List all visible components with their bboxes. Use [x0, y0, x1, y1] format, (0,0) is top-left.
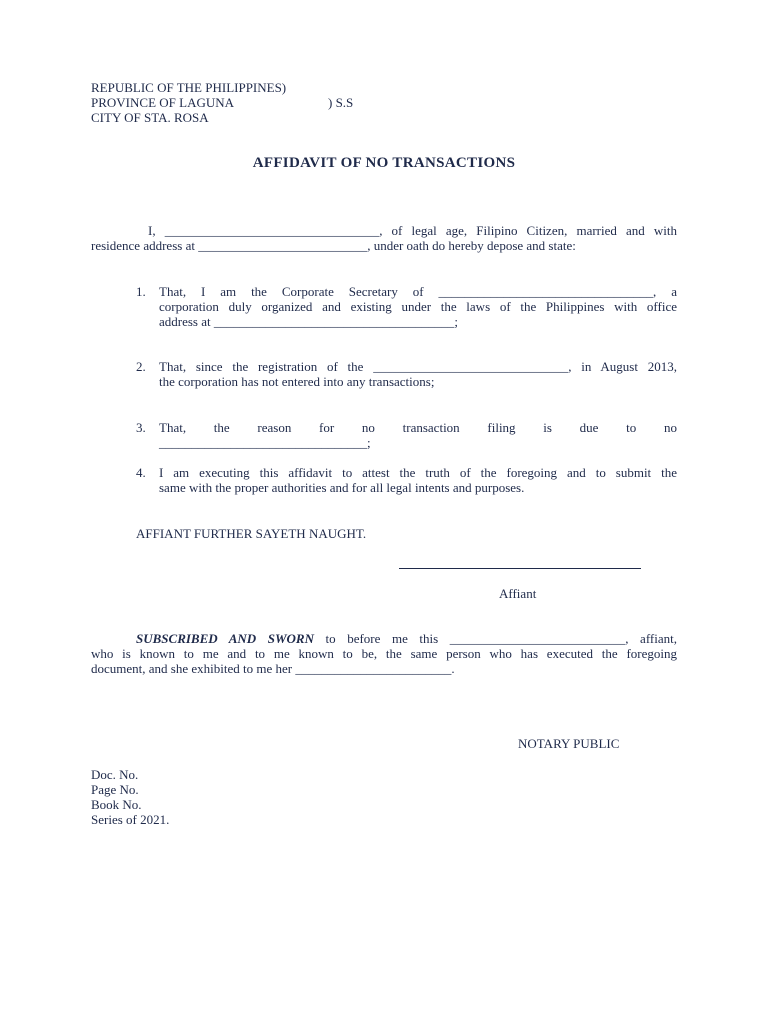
affiant-label: Affiant — [499, 586, 537, 601]
jurat-line-3: document, and she exhibited to me her ________________________. — [91, 661, 455, 676]
item-2-line-2: the corporation has not entered into any transactions; — [159, 374, 435, 389]
venue-line-3: CITY OF STA. ROSA — [91, 110, 209, 125]
item-1-line-2: corporation duly organized and existing under the laws of the Philippines with office — [159, 299, 677, 314]
jurat-line-1 — [136, 631, 677, 647]
jurat-line-2: who is known to me and to me known to be, the same person who has executed the foregoing — [91, 646, 677, 661]
jurat-line-1-rest: to before me this ___________________________, affiant, — [313, 631, 677, 646]
item-2-number: 2. — [136, 359, 146, 374]
document-title: AFFIDAVIT OF NO TRANSACTIONS — [252, 155, 516, 171]
item-1-line-3: address at _____________________________________; — [159, 314, 458, 329]
intro-line-1: I, _________________________________, of legal age, Filipino Citizen, married and with — [148, 223, 677, 238]
item-4-line-2: same with the proper authorities and for all legal intents and purposes. — [159, 480, 525, 495]
jurat-emphasis: SUBSCRIBED AND SWORN — [136, 631, 314, 646]
item-3-line-2: ________________________________; — [159, 435, 371, 450]
item-1-number: 1. — [136, 284, 146, 299]
venue-line-1: REPUBLIC OF THE PHILIPPINES) — [91, 80, 287, 95]
register-doc-no: Doc. No. — [91, 767, 139, 782]
further-sayeth: AFFIANT FURTHER SAYETH NAUGHT. — [136, 526, 367, 541]
item-4-number: 4. — [136, 465, 146, 480]
item-3-line-1: That, the reason for no transaction filing is due to no — [159, 420, 677, 435]
affiant-signature-line — [399, 568, 641, 569]
item-4-line-1: I am executing this affidavit to attest the truth of the foregoing and to submit the — [159, 465, 677, 480]
item-3-number: 3. — [136, 420, 146, 435]
intro-line-2: residence address at __________________________, under oath do hereby depose and state: — [91, 238, 576, 253]
notary-public-label: NOTARY PUBLIC — [518, 736, 620, 751]
venue-line-2-left: PROVINCE OF LAGUNA — [91, 95, 235, 110]
register-book-no: Book No. — [91, 797, 142, 812]
venue-line-2-right: ) S.S — [328, 95, 354, 110]
register-series: Series of 2021. — [91, 812, 170, 827]
item-1-line-1: That, I am the Corporate Secretary of _________________________________, a — [159, 284, 677, 299]
item-2-line-1: That, since the registration of the ______________________________, in August 2013, — [159, 359, 677, 374]
register-page-no: Page No. — [91, 782, 139, 797]
